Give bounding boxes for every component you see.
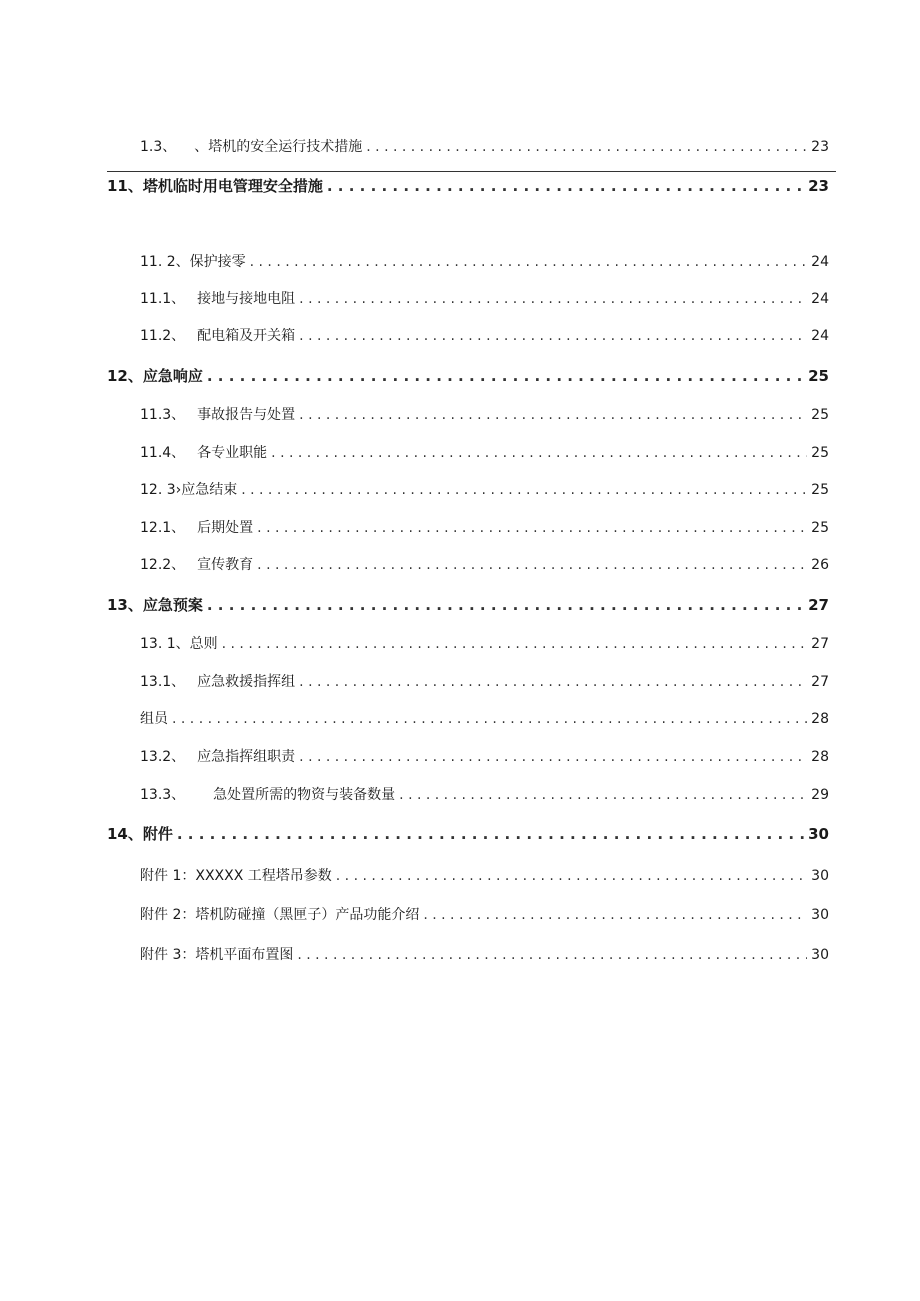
toc-entry-number: 12.2、: [140, 557, 186, 573]
toc-entry-number: 13. 1、: [140, 636, 190, 652]
divider-line: [107, 171, 836, 172]
toc-entry-title: 接地与接地电阻: [197, 291, 296, 307]
toc-entry-title: 急处置所需的物资与装备数量: [213, 787, 396, 803]
toc-entry-title: 应急预案: [142, 596, 203, 614]
toc-entry-page: 28: [811, 749, 829, 765]
toc-entry[interactable]: [140, 905, 829, 925]
toc-entry-page: 25: [811, 482, 829, 498]
toc-entry-number: 13、: [107, 596, 143, 614]
toc-entry-number: 12. 3›: [140, 482, 182, 498]
toc-entry-title: 后期处置: [197, 520, 254, 536]
toc-leader-dots: [299, 289, 807, 309]
toc-leader-dots: [297, 945, 807, 965]
toc-entry-page: 23: [808, 177, 829, 195]
toc-leader-dots: [327, 176, 804, 196]
toc-entry-number: 12、: [107, 367, 143, 385]
toc-entry-title: 应急指挥组职责: [197, 749, 296, 765]
toc-entry-number: 12.1、: [140, 520, 186, 536]
toc-leader-dots: [241, 480, 807, 500]
toc-leader-dots: [207, 595, 804, 615]
toc-entry-title: 附件: [142, 825, 173, 843]
toc-entry-title: 应急响应: [142, 367, 203, 385]
toc-entry-page: 28: [811, 711, 829, 727]
toc-entry-title: 应急救援指挥组: [197, 674, 296, 690]
toc-entry-number: 1.3、: [140, 139, 177, 155]
toc-entry-title: 事故报告与处置: [197, 407, 296, 423]
toc-leader-dots: [299, 672, 807, 692]
toc-entry[interactable]: [107, 824, 829, 844]
toc-entry-number: 附件 2：: [140, 907, 196, 923]
toc-entry-title: XXXXX 工程塔吊参数: [195, 868, 332, 884]
toc-entry-page: 30: [808, 825, 829, 843]
toc-entry-number: 11.4、: [140, 445, 186, 461]
toc-leader-dots: [177, 824, 804, 844]
toc-entry-page: 25: [811, 445, 829, 461]
toc-entry[interactable]: [140, 137, 829, 157]
toc-entry[interactable]: [140, 672, 829, 692]
toc-leader-dots: [366, 137, 807, 157]
toc-entry-number: 附件 3：: [140, 947, 196, 963]
toc-entry[interactable]: [140, 252, 829, 272]
toc-leader-dots: [399, 785, 807, 805]
toc-entry[interactable]: [140, 555, 829, 575]
toc-entry-page: 30: [811, 868, 829, 884]
toc-entry-page: 24: [811, 291, 829, 307]
toc-entry-number: 13.2、: [140, 749, 186, 765]
toc-entry-title: 塔机平面布置图: [195, 947, 294, 963]
toc-entry-number: 11.1、: [140, 291, 186, 307]
toc-leader-dots: [257, 555, 807, 575]
toc-entry[interactable]: [140, 945, 829, 965]
toc-entry-title: 配电箱及开关箱: [197, 328, 296, 344]
toc-entry-number: 11、: [107, 177, 143, 195]
toc-entry-number: 13.3、: [140, 787, 186, 803]
toc-entry-page: 25: [808, 367, 829, 385]
toc-entry-number: 11.2、: [140, 328, 186, 344]
toc-leader-dots: [336, 866, 807, 886]
toc-entry[interactable]: [140, 785, 829, 805]
toc-entry-title: 塔机防碰撞（黑匣子）产品功能介绍: [195, 907, 420, 923]
toc-entry[interactable]: [140, 405, 829, 425]
toc-entry-title: 各专业职能: [197, 445, 268, 461]
toc-entry-page: 24: [811, 328, 829, 344]
toc-entry-title: 宣传教育: [197, 557, 254, 573]
toc-entry-number: 附件 1：: [140, 868, 196, 884]
toc-entry[interactable]: [107, 366, 829, 386]
toc-leader-dots: [250, 252, 808, 272]
toc-entry-title: 塔机临时用电管理安全措施: [142, 177, 323, 195]
toc-entry[interactable]: [140, 866, 829, 886]
toc-entry[interactable]: [140, 709, 829, 729]
toc-leader-dots: [207, 366, 804, 386]
toc-entry-page: 25: [811, 520, 829, 536]
toc-leader-dots: [423, 905, 807, 925]
toc-entry-title: 总则: [189, 636, 218, 652]
toc-entry[interactable]: [140, 634, 829, 654]
toc-entry-page: 30: [811, 947, 829, 963]
toc-entry[interactable]: [140, 289, 829, 309]
toc-entry-title: 保护接零: [189, 254, 246, 270]
toc-entry-number: 13.1、: [140, 674, 186, 690]
toc-entry-page: 26: [811, 557, 829, 573]
toc-entry-page: 25: [811, 407, 829, 423]
toc-leader-dots: [222, 634, 808, 654]
toc-entry-title: 应急结束: [181, 482, 238, 498]
toc-entry-title: 、塔机的安全运行技术措施: [194, 139, 363, 155]
toc-leader-dots: [299, 405, 807, 425]
toc-leader-dots: [271, 443, 807, 463]
toc-leader-dots: [299, 326, 807, 346]
toc-entry-title: 组员: [140, 711, 168, 727]
toc-leader-dots: [257, 518, 807, 538]
toc-entry-number: 14、: [107, 825, 143, 843]
toc-entry-number: 11. 2、: [140, 254, 190, 270]
toc-leader-dots: [172, 709, 807, 729]
toc-entry-page: 23: [811, 139, 829, 155]
toc-entry-page: 27: [811, 636, 829, 652]
toc-entry[interactable]: [140, 443, 829, 463]
toc-entry-number: 11.3、: [140, 407, 186, 423]
toc-entry[interactable]: [107, 176, 829, 196]
toc-entry-page: 30: [811, 907, 829, 923]
toc-entry-page: 29: [811, 787, 829, 803]
toc-entry[interactable]: [140, 747, 829, 767]
toc-entry[interactable]: [107, 595, 829, 615]
toc-entry[interactable]: [140, 480, 829, 500]
toc-leader-dots: [299, 747, 807, 767]
toc-entry-page: 24: [811, 254, 829, 270]
toc-entry[interactable]: [140, 326, 829, 346]
toc-entry-page: 27: [808, 596, 829, 614]
toc-entry-page: 27: [811, 674, 829, 690]
toc-entry[interactable]: [140, 518, 829, 538]
